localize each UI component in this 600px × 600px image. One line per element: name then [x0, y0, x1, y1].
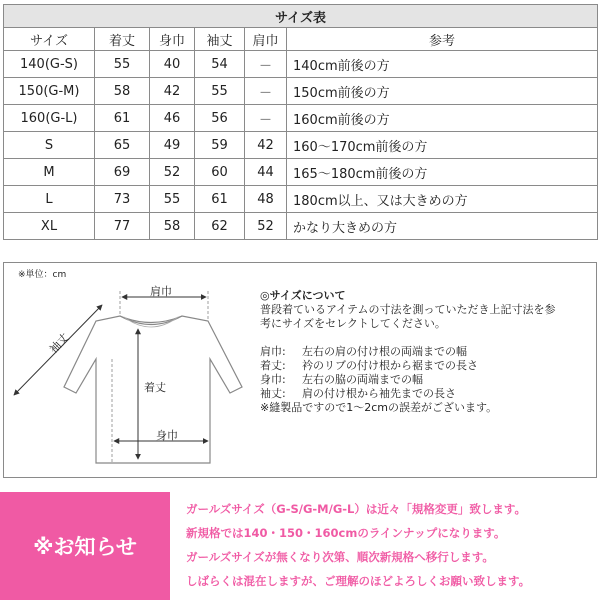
definition-term: 袖丈:	[260, 387, 286, 400]
cell-length: 65	[95, 132, 150, 159]
cell-length: 73	[95, 186, 150, 213]
cell-shoulder: －	[245, 105, 287, 132]
cell-width: 55	[150, 186, 195, 213]
cell-length: 58	[95, 78, 150, 105]
cell-reference: 150cm前後の方	[287, 78, 598, 105]
header-width: 身巾	[150, 28, 195, 51]
notice-line: しばらくは混在しますが、ご理解のほどよろしくお願い致します。	[186, 574, 531, 588]
label-shoulder: 肩巾	[150, 285, 172, 298]
cell-size: L	[4, 186, 95, 213]
cell-size: 160(G-L)	[4, 105, 95, 132]
cell-length: 69	[95, 159, 150, 186]
intro-line: 考にサイズをセレクトしてください。	[260, 317, 446, 330]
cell-width: 46	[150, 105, 195, 132]
cell-length: 77	[95, 213, 150, 240]
table-row	[4, 186, 598, 213]
header-shoulder: 肩巾	[245, 28, 287, 51]
cell-reference: 165～180cm前後の方	[287, 159, 598, 186]
header-reference: 参考	[287, 28, 598, 51]
cell-shoulder: 52	[245, 213, 287, 240]
cell-size: M	[4, 159, 95, 186]
cell-width: 58	[150, 213, 195, 240]
cell-reference: かなり大きめの方	[287, 213, 598, 240]
cell-shoulder: 42	[245, 132, 287, 159]
table-row	[4, 159, 598, 186]
definition-term: 身巾:	[260, 373, 286, 386]
cell-width: 42	[150, 78, 195, 105]
cell-reference: 160～170cm前後の方	[287, 132, 598, 159]
notice-line: 新規格では140・150・160cmのラインナップになります。	[186, 526, 506, 540]
definition-desc: 左右の脇の両端までの幅	[302, 373, 423, 386]
cell-size: S	[4, 132, 95, 159]
table-row	[4, 78, 598, 105]
cell-shoulder: －	[245, 78, 287, 105]
cell-sleeve: 60	[195, 159, 245, 186]
error-note: ※縫製品ですので1～2cmの誤差がございます。	[260, 401, 498, 414]
cell-size: 150(G-M)	[4, 78, 95, 105]
definition-row	[260, 387, 590, 401]
table-title: サイズ表	[4, 5, 598, 28]
header-size: サイズ	[4, 28, 95, 51]
size-table	[3, 4, 598, 240]
size-info-heading: ◎サイズについて	[260, 289, 346, 302]
intro-line: 普段着ているアイテムの寸法を測っていただき上記寸法を参	[260, 303, 556, 316]
definition-row	[260, 359, 590, 373]
cell-length: 61	[95, 105, 150, 132]
cell-shoulder: 48	[245, 186, 287, 213]
cell-sleeve: 59	[195, 132, 245, 159]
table-row	[4, 132, 598, 159]
tshirt-measurement-diagram	[4, 263, 254, 477]
unit-note: ※単位：cm	[18, 270, 67, 280]
table-row	[4, 51, 598, 78]
cell-reference: 140cm前後の方	[287, 51, 598, 78]
cell-width: 49	[150, 132, 195, 159]
measurement-definitions	[260, 345, 590, 401]
cell-sleeve: 56	[195, 105, 245, 132]
cell-shoulder: －	[245, 51, 287, 78]
cell-sleeve: 55	[195, 78, 245, 105]
cell-shoulder: 44	[245, 159, 287, 186]
definition-desc: 肩の付け根から袖先までの長さ	[302, 387, 456, 400]
label-width: 身巾	[156, 429, 178, 442]
label-sleeve: 袖丈	[47, 330, 72, 356]
table-row	[4, 213, 598, 240]
definition-desc: 左右の肩の付け根の両端までの幅	[302, 345, 467, 358]
label-length: 着丈	[144, 381, 166, 394]
notice-label: ※お知らせ	[0, 492, 170, 600]
size-info	[260, 289, 590, 415]
cell-size: 140(G-S)	[4, 51, 95, 78]
notice-line: ガールズサイズ（G-S/G-M/G-L）は近々「規格変更」致します。	[186, 502, 526, 516]
cell-width: 52	[150, 159, 195, 186]
definition-row	[260, 373, 590, 387]
cell-length: 55	[95, 51, 150, 78]
table-header-row	[4, 28, 598, 51]
header-length: 着丈	[95, 28, 150, 51]
table-row	[4, 105, 598, 132]
cell-sleeve: 62	[195, 213, 245, 240]
notice-text	[186, 497, 596, 593]
definition-term: 着丈:	[260, 359, 286, 372]
definition-term: 肩巾:	[260, 345, 286, 358]
measurement-panel	[3, 262, 597, 478]
header-sleeve: 袖丈	[195, 28, 245, 51]
cell-reference: 160cm前後の方	[287, 105, 598, 132]
cell-reference: 180cm以上、又は大きめの方	[287, 186, 598, 213]
cell-width: 40	[150, 51, 195, 78]
cell-size: XL	[4, 213, 95, 240]
definition-desc: 衿のリブの付け根から裾までの長さ	[302, 359, 478, 372]
notice-line: ガールズサイズが無くなり次第、順次新規格へ移行します。	[186, 550, 494, 564]
cell-sleeve: 61	[195, 186, 245, 213]
definition-row	[260, 345, 590, 359]
notice-banner	[0, 492, 600, 600]
cell-sleeve: 54	[195, 51, 245, 78]
